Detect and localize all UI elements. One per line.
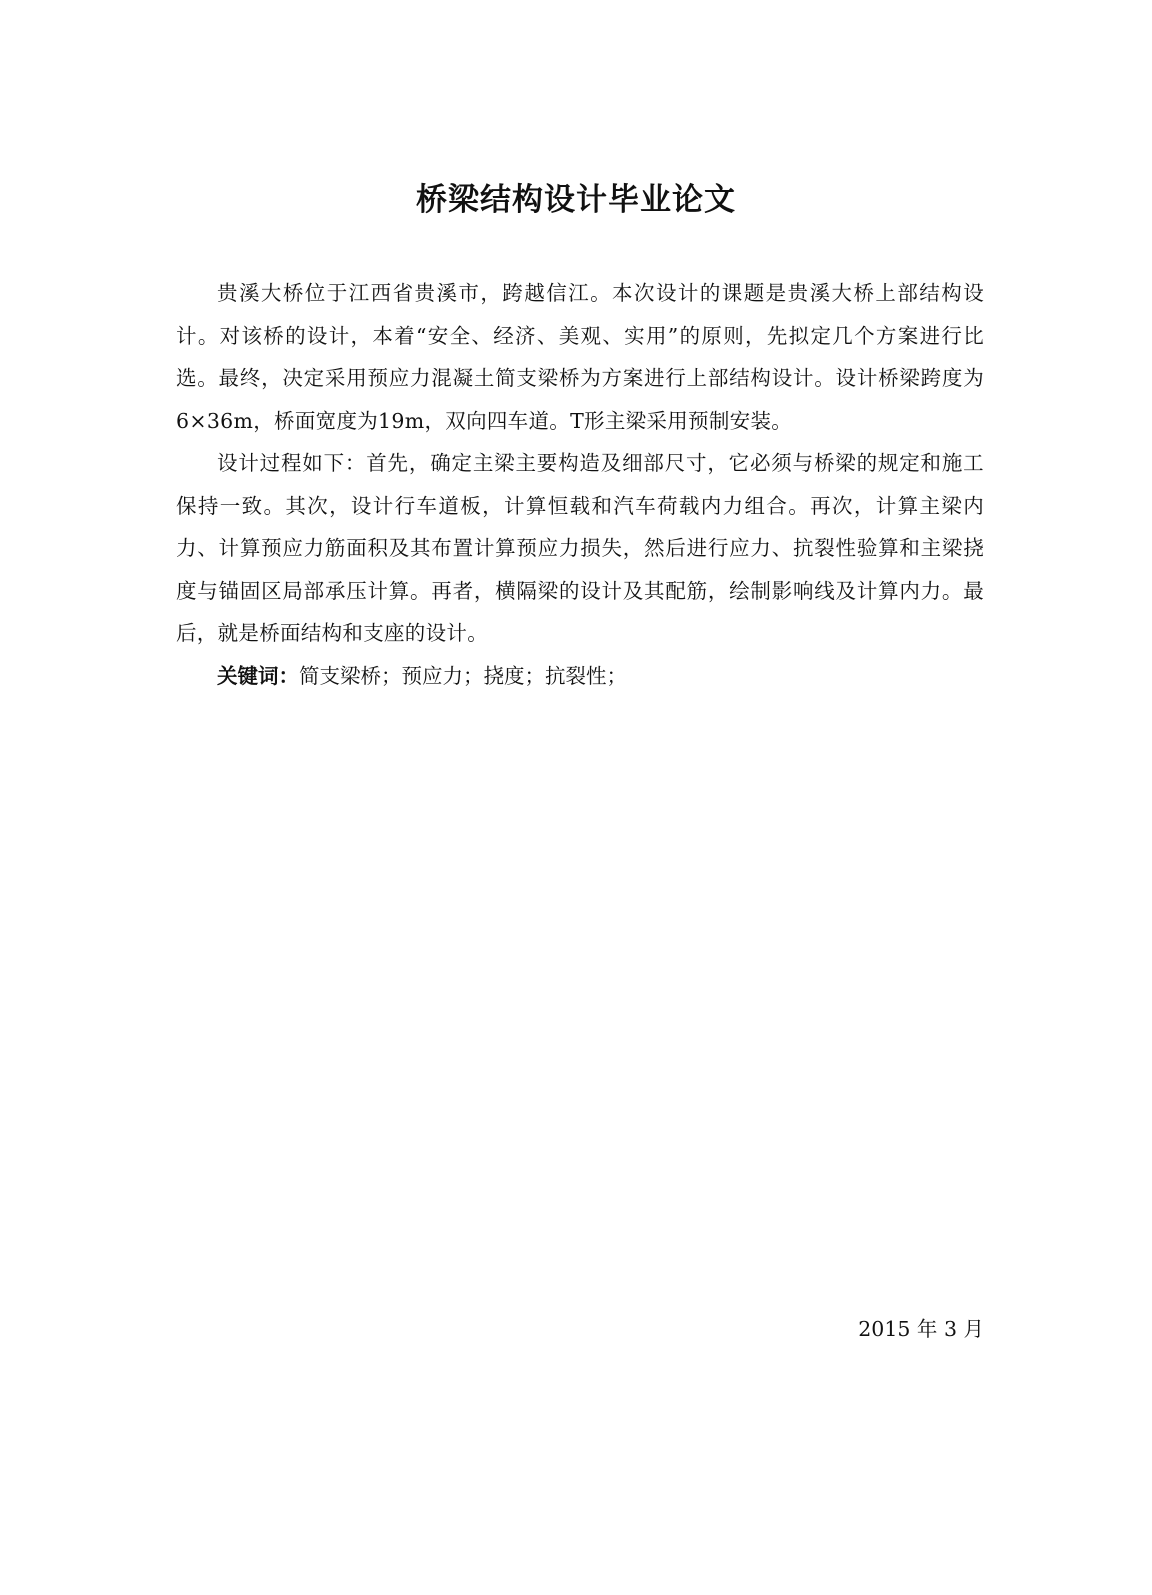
keywords-label: 关键词： xyxy=(217,663,299,688)
abstract-paragraph-2: 设计过程如下：首先，确定主梁主要构造及细部尺寸，它必须与桥梁的规定和施工保持一致。其次，设计行车道板，计算恒载和汽车荷载内力组合。再次，计算主梁内力、计算预应力筋面积及其布置计算预应力损失，然后进行应力、抗裂性验算和主梁挠度与锚固区局部承压计算。再者，横隔梁的设计及其配筋，绘制影响线及计算内力。最后，就是桥面结构和支座的设计。 xyxy=(176,451,984,645)
document-title: 桥梁结构设计毕业论文 xyxy=(416,182,736,218)
abstract-body xyxy=(176,272,984,697)
keywords-list: 简支梁桥；预应力；挠度；抗裂性； xyxy=(299,663,627,688)
abstract-paragraph-1: 贵溪大桥位于江西省贵溪市，跨越信江。本次设计的课题是贵溪大桥上部结构设计。对该桥的设计，本着“安全、经济、美观、实用”的原则，先拟定几个方案进行比选。最终，决定采用预应力混凝土简支梁桥为方案进行上部结构设计。设计桥梁跨度为6×36m，桥面宽度为19m，双向四车道。T形主梁采用预制安装。 xyxy=(176,281,984,433)
keywords-line xyxy=(176,655,984,698)
document-date: 2015 年 3 月 xyxy=(858,1317,984,1341)
